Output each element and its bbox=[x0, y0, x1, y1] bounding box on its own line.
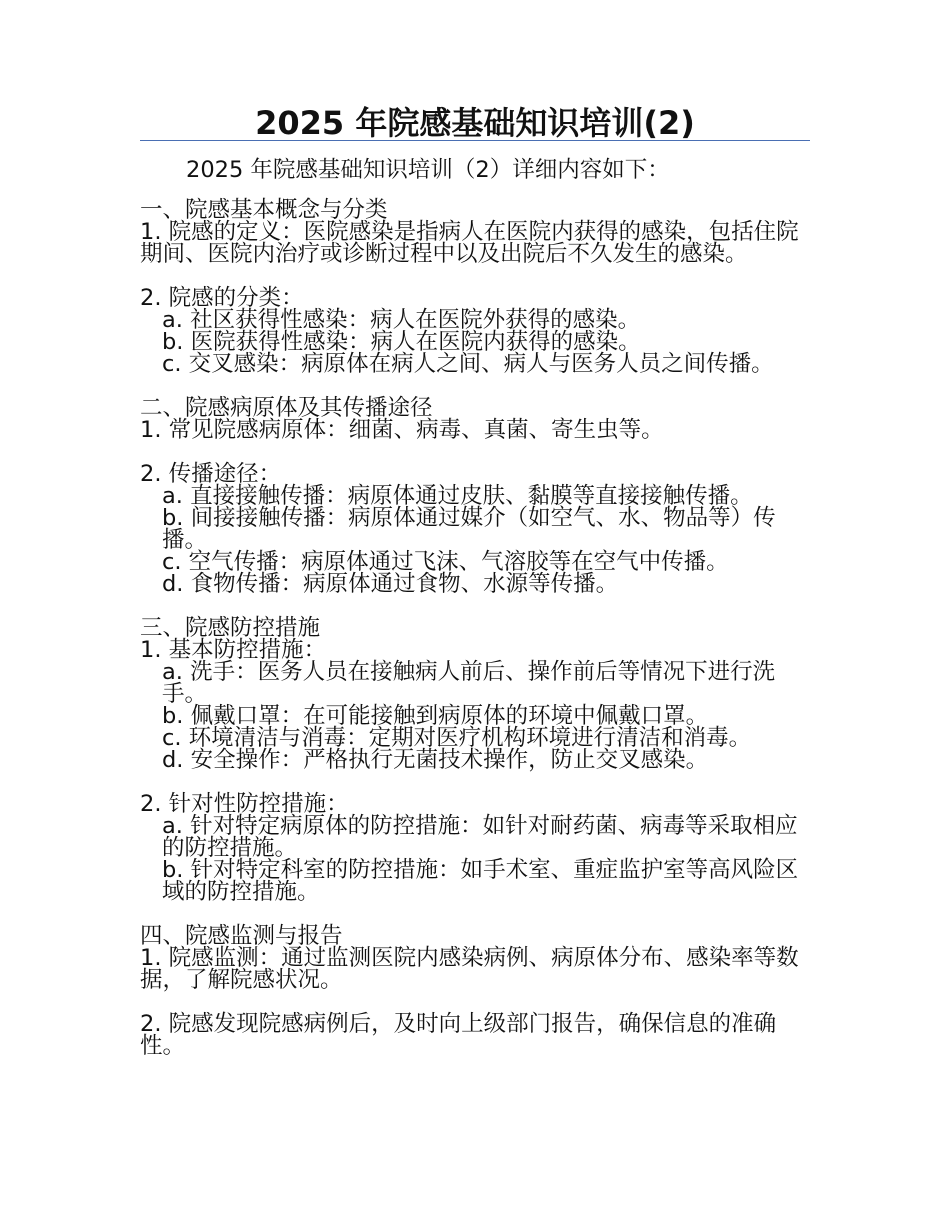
list-item: d. 安全操作：严格执行无菌技术操作，防止交叉感染。 bbox=[162, 747, 709, 773]
paragraph-gap bbox=[140, 441, 812, 463]
paragraph: 1. 基本防控措施： bbox=[140, 637, 327, 663]
section-heading: 四、院感监测与报告 bbox=[140, 923, 343, 949]
list-item: b. 间接接触传播：病原体通过媒介（如空气、水、物品等）传播。 bbox=[162, 505, 776, 553]
paragraph-gap bbox=[140, 771, 812, 793]
section-4 bbox=[140, 925, 812, 1057]
document-body bbox=[140, 153, 812, 1057]
paragraph: 1. 常见院感病原体：细菌、病毒、真菌、寄生虫等。 bbox=[140, 417, 664, 443]
paragraph: 2. 针对性防控措施： bbox=[140, 791, 349, 817]
list-item: c. 环境清洁与消毒：定期对医疗机构环境进行清洁和消毒。 bbox=[162, 725, 752, 751]
section-heading: 二、院感病原体及其传播途径 bbox=[140, 395, 433, 421]
section-heading: 一、院感基本概念与分类 bbox=[140, 197, 388, 223]
list-item: d. 食物传播：病原体通过食物、水源等传播。 bbox=[162, 571, 619, 597]
list-item: a. 社区获得性感染：病人在医院外获得的感染。 bbox=[162, 307, 641, 333]
paragraph-gap bbox=[140, 903, 812, 925]
section-2 bbox=[140, 397, 812, 617]
list-item: b. 佩戴口罩：在可能接触到病原体的环境中佩戴口罩。 bbox=[162, 703, 709, 729]
list-item: b. 医院获得性感染：病人在医院内获得的感染。 bbox=[162, 329, 641, 355]
list-item: c. 空气传播：病原体通过飞沫、气溶胶等在空气中传播。 bbox=[162, 549, 729, 575]
paragraph: 1. 院感的定义：医院感染是指病人在医院内获得的感染，包括住院期间、医院内治疗或诊断过程中以及出院后不久发生的感染。 bbox=[140, 219, 799, 267]
list-item: a. 洗手：医务人员在接触病人前后、操作前后等情况下进行洗手。 bbox=[162, 659, 776, 707]
paragraph: 2. 院感发现院感病例后，及时向上级部门报告，确保信息的准确性。 bbox=[140, 1011, 777, 1059]
document-title: 2025 年院感基础知识培训(2) bbox=[255, 104, 695, 142]
list-item: b. 针对特定科室的防控措施：如手术室、重症监护室等高风险区域的防控措施。 bbox=[162, 857, 799, 905]
title-underline bbox=[140, 140, 810, 141]
paragraph-gap bbox=[140, 991, 812, 1013]
list-item: c. 交叉感染：病原体在病人之间、病人与医务人员之间传播。 bbox=[162, 351, 774, 377]
paragraph: 1. 院感监测：通过监测医院内感染病例、病原体分布、感染率等数据，了解院感状况。 bbox=[140, 945, 799, 993]
paragraph: 2. 传播途径： bbox=[140, 461, 282, 487]
paragraph-gap bbox=[140, 375, 812, 397]
section-3 bbox=[140, 617, 812, 925]
list-item: a. 直接接触传播：病原体通过皮肤、黏膜等直接接触传播。 bbox=[162, 483, 753, 509]
paragraph-gap bbox=[140, 595, 812, 617]
intro-paragraph: 2025 年院感基础知识培训（2）详细内容如下： bbox=[186, 157, 670, 183]
paragraph-gap bbox=[140, 265, 812, 287]
list-item: a. 针对特定病原体的防控措施：如针对耐药菌、病毒等采取相应的防控措施。 bbox=[162, 813, 798, 861]
paragraph: 2. 院感的分类： bbox=[140, 285, 304, 311]
section-1 bbox=[140, 199, 812, 397]
section-heading: 三、院感防控措施 bbox=[140, 615, 321, 641]
